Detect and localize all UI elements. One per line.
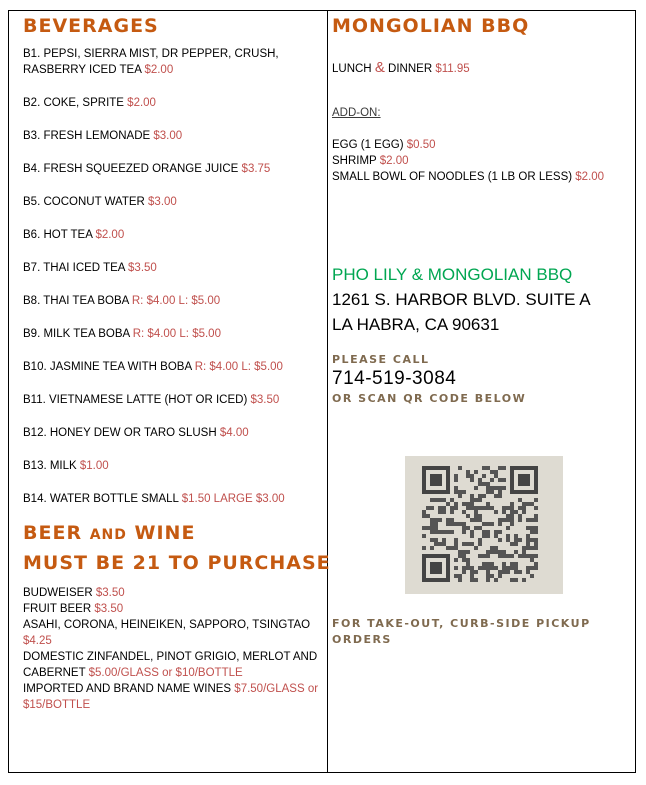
beverage-item <box>23 161 328 177</box>
beverage-item-name: B2. COKE, SPRITE <box>23 97 128 109</box>
beverage-item <box>23 392 328 408</box>
addon-item-price: $2.00 <box>575 171 605 183</box>
beverage-item-price: $3.00 <box>153 130 183 142</box>
beverage-item-price: $3.00 <box>148 196 177 208</box>
beverage-item-name: B11. VIETNAMESE LATTE (HOT OR ICED) <box>23 394 251 406</box>
beverage-item <box>23 95 328 111</box>
qr-code-image <box>405 456 563 594</box>
beer-wine-item-price: $7.50/GLASS or $15/BOTTLE <box>23 683 319 711</box>
beverage-item-name: B10. JASMINE TEA WITH BOBA <box>23 361 195 373</box>
please-call-label: PLEASE CALL <box>332 353 430 366</box>
address-line-2: LA HABRA, CA 90631 <box>332 315 500 334</box>
beverage-item-price: R: $4.00 L: $5.00 <box>194 361 283 373</box>
beverage-item-name: B1. PEPSI, SIERRA MIST, DR PEPPER, CRUSH, RASBERRY ICED TEA <box>23 48 279 76</box>
beer-wine-item <box>23 649 328 681</box>
age-notice: MUST BE 21 TO PURCHASE <box>23 552 331 574</box>
beverage-item <box>23 425 328 441</box>
beer-wine-item <box>23 601 328 617</box>
beer-wine-item-price: $4.25 <box>23 635 52 647</box>
scan-qr-label: OR SCAN QR CODE BELOW <box>332 392 527 405</box>
beer-wine-list <box>23 585 328 713</box>
beverage-item <box>23 293 328 309</box>
phone-number: 714-519-3084 <box>332 368 457 389</box>
beverage-item-price: $3.75 <box>241 163 271 175</box>
beer-wine-item-name: DOMESTIC ZINFANDEL, PINOT GRIGIO, MERLOT AND CABERNET <box>23 651 318 679</box>
beer-wine-item-price: $3.50 <box>95 587 125 599</box>
beverage-item-price: $2.00 <box>144 64 174 76</box>
addon-item-name: SHRIMP <box>332 155 380 167</box>
beer-wine-item <box>23 585 328 601</box>
beverage-item-price: $2.00 <box>95 229 125 241</box>
ampersand: & <box>374 59 385 76</box>
wine-word: WINE <box>134 522 196 544</box>
beverages-heading: BEVERAGES <box>23 15 159 37</box>
beverage-item-price: R: $4.00 L: $5.00 <box>131 295 221 307</box>
takeout-note: FOR TAKE-OUT, CURB-SIDE PICKUP ORDERS <box>332 617 591 646</box>
beverage-item <box>23 458 328 474</box>
beer-wine-item-price: $5.00/GLASS or $10/BOTTLE <box>88 667 243 679</box>
beer-wine-item-price: $3.50 <box>94 603 124 615</box>
beverage-item-name: B14. WATER BOTTLE SMALL <box>23 493 182 505</box>
beer-wine-item-name: IMPORTED AND BRAND NAME WINES <box>23 683 235 695</box>
addon-item-price: $2.00 <box>379 155 409 167</box>
beverage-item <box>23 128 328 144</box>
and-word: AND <box>89 527 127 543</box>
beer-wine-item-name: ASAHI, CORONA, HEINEIKEN, SAPPORO, TSINGTAO <box>23 619 311 631</box>
left-column <box>23 14 331 713</box>
restaurant-name: PHO LILY & MONGOLIAN BBQ <box>332 265 573 284</box>
beer-wine-item <box>23 681 328 713</box>
beverage-item-name: B3. FRESH LEMONADE <box>23 130 154 142</box>
beverage-item-price: R: $4.00 L: $5.00 <box>132 328 221 340</box>
beverage-item-price: $2.00 <box>127 97 156 109</box>
addon-item <box>332 169 632 185</box>
beverage-item-name: B9. MILK TEA BOBA <box>23 328 133 340</box>
addon-label: ADD-ON: <box>332 107 381 119</box>
beverage-item-name: B12. HONEY DEW OR TARO SLUSH <box>23 427 220 439</box>
addon-item <box>332 153 632 169</box>
lunch-dinner-line <box>332 60 632 77</box>
beverage-item <box>23 227 328 243</box>
beer-word: BEER <box>23 522 83 544</box>
addon-list <box>332 137 632 185</box>
qr-code-icon <box>422 466 546 584</box>
beverage-list <box>23 46 328 507</box>
beverage-item-price: $1.00 <box>79 460 109 472</box>
beverage-item-price: $1.50 LARGE $3.00 <box>181 493 285 505</box>
beverage-item-price: $4.00 <box>219 427 249 439</box>
beverage-item-price: $3.50 <box>250 394 280 406</box>
beverage-item <box>23 194 328 210</box>
beer-wine-heading <box>23 521 328 547</box>
beverage-item <box>23 326 328 342</box>
mongolian-heading: MONGOLIAN BBQ <box>332 15 530 37</box>
mongolian-price: $11.95 <box>435 63 470 75</box>
lunch-label: LUNCH <box>332 63 372 75</box>
dinner-label: DINNER <box>388 63 433 75</box>
addon-item-name: SMALL BOWL OF NOODLES (1 LB OR LESS) <box>332 171 576 183</box>
beverage-item-name: B7. THAI ICED TEA <box>23 262 129 274</box>
beer-wine-item <box>23 617 328 649</box>
beverage-item <box>23 46 328 78</box>
addon-item-price: $0.50 <box>406 139 436 151</box>
beverage-item-name: B5. COCONUT WATER <box>23 196 149 208</box>
beverage-item <box>23 260 328 276</box>
beverage-item-name: B8. THAI TEA BOBA <box>23 295 132 307</box>
beverage-item-name: B4. FRESH SQUEEZED ORANGE JUICE <box>23 163 242 175</box>
addon-item-name: EGG (1 EGG) <box>332 139 407 151</box>
beer-wine-item-name: BUDWEISER <box>23 587 96 599</box>
address-line-1: 1261 S. HARBOR BLVD. SUITE A <box>332 290 591 309</box>
beverage-item <box>23 359 328 375</box>
beverage-item-name: B13. MILK <box>23 460 80 472</box>
beverage-item <box>23 491 328 507</box>
beer-wine-item-name: FRUIT BEER <box>23 603 95 615</box>
beverage-item-price: $3.50 <box>128 262 157 274</box>
beverage-item-name: B6. HOT TEA <box>23 229 96 241</box>
right-column <box>332 14 632 405</box>
addon-item <box>332 137 632 153</box>
